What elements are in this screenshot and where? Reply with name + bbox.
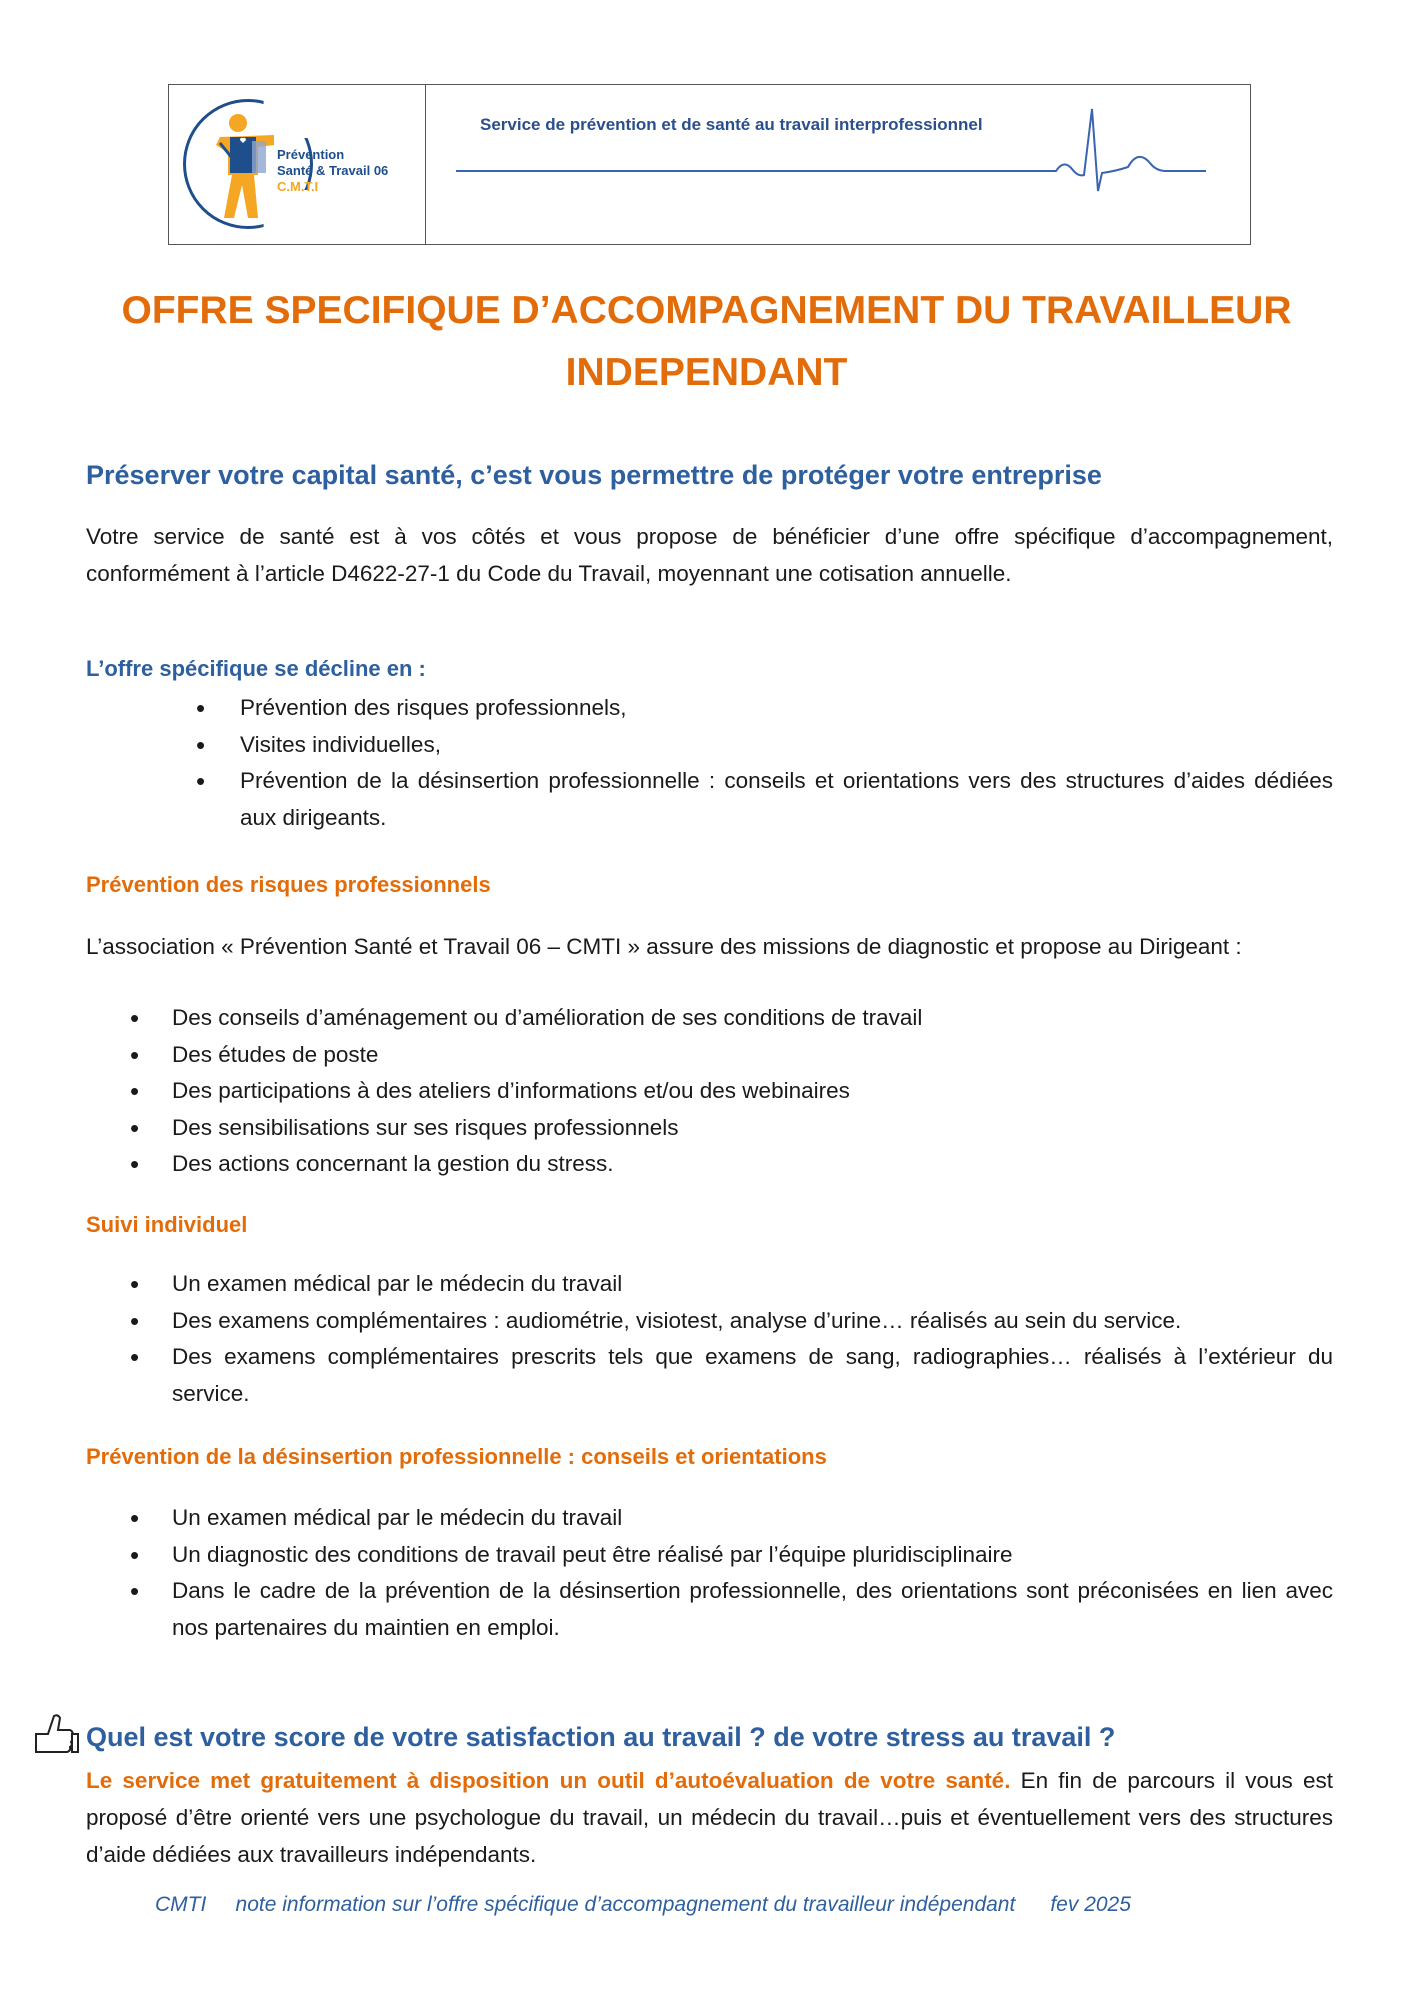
risks-list bbox=[172, 1000, 1333, 1183]
list-item: • Des examens complémentaires prescrits tels que examens de sang, radiographies… réalisés à l’extérieur du service. bbox=[172, 1339, 1333, 1412]
list-item: • Des actions concernant la gestion du stress. bbox=[172, 1146, 1333, 1183]
list-item: • Prévention de la désinsertion professionnelle : conseils et orientations vers des structures d’aides dédiées aux dirigeants. bbox=[240, 763, 1333, 836]
list-item: • Un diagnostic des conditions de travail peut être réalisé par l’équipe pluridisciplinaire bbox=[172, 1537, 1333, 1574]
list-item: • Des sensibilisations sur ses risques professionnels bbox=[172, 1110, 1333, 1147]
thumbs-up-icon bbox=[32, 1712, 82, 1756]
footer-date: fev 2025 bbox=[1050, 1893, 1131, 1916]
footer-note bbox=[155, 1893, 1131, 1917]
logo-text bbox=[277, 147, 388, 195]
logo-line3: C.M.T.I bbox=[277, 179, 319, 194]
score-highlight: Le service met gratuitement à disposition un outil d’autoévaluation de votre santé. bbox=[86, 1768, 1011, 1793]
banner-title: Service de prévention et de santé au travail interprofessionnel bbox=[480, 115, 983, 134]
score-heading: Quel est votre score de votre satisfaction au travail ? de votre stress au travail ? bbox=[86, 1722, 1116, 1752]
list-item: • Des études de poste bbox=[172, 1037, 1333, 1074]
intro-heading: Préserver votre capital santé, c’est vous permettre de protéger votre entreprise bbox=[86, 460, 1102, 490]
list-item: • Des participations à des ateliers d’informations et/ou des webinaires bbox=[172, 1073, 1333, 1110]
list-item: • Des examens complémentaires : audiométrie, visiotest, analyse d’urine… réalisés au sein du service. bbox=[172, 1303, 1333, 1340]
list-item: • Visites individuelles, bbox=[240, 727, 1333, 764]
list-item: • Un examen médical par le médecin du travail bbox=[172, 1266, 1333, 1303]
banner-cell bbox=[426, 85, 1250, 244]
logo-cell bbox=[169, 85, 426, 244]
footer-org: CMTI bbox=[155, 1893, 207, 1916]
risks-heading: Prévention des risques professionnels bbox=[86, 872, 491, 897]
desinsertion-heading: Prévention de la désinsertion professionnelle : conseils et orientations bbox=[86, 1444, 827, 1469]
title-line1: OFFRE SPECIFIQUE D’ACCOMPAGNEMENT DU TRAVAILLEUR bbox=[121, 289, 1292, 332]
risks-paragraph: L’association « Prévention Santé et Travail 06 – CMTI » assure des missions de diagnostic et propose au Dirigeant : bbox=[86, 934, 1242, 959]
logo-line2: Santé & Travail 06 bbox=[277, 163, 389, 178]
list-item: • Dans le cadre de la prévention de la désinsertion professionnelle, des orientations sont préconisées en lien avec nos partenaires du maintien en emploi. bbox=[172, 1573, 1333, 1646]
list-item: • Des conseils d’aménagement ou d’amélioration de ses conditions de travail bbox=[172, 1000, 1333, 1037]
list-item: • Un examen médical par le médecin du travail bbox=[172, 1500, 1333, 1537]
list-item: • Prévention des risques professionnels, bbox=[240, 690, 1333, 727]
document-title bbox=[80, 280, 1333, 404]
title-line2: INDEPENDANT bbox=[565, 351, 848, 394]
followup-heading: Suivi individuel bbox=[86, 1212, 248, 1237]
logo-line1: Prévention bbox=[277, 147, 345, 162]
offer-list bbox=[240, 690, 1333, 836]
score-text: En fin de parcours il vous est proposé d’être orienté vers une psychologue du travail, un médecin du travail…puis et éventuellement vers des structures d’aide dédiées aux travailleurs indépendants. bbox=[86, 1768, 1333, 1867]
intro-paragraph: Votre service de santé est à vos côtés et vous propose de bénéficier d’une offre spécifique d’accompagnement, conformément à l’article D4622-27-1 du Code du Travail, moyennant une cotisation annuelle. bbox=[86, 524, 1333, 586]
footer-text: note information sur l’offre spécifique d’accompagnement du travailleur indépendant bbox=[235, 1893, 1016, 1916]
followup-list bbox=[172, 1266, 1333, 1412]
letterhead bbox=[168, 84, 1251, 245]
offer-heading: L’offre spécifique se décline en : bbox=[86, 656, 426, 681]
score-paragraph bbox=[86, 1762, 1333, 1873]
ecg-heartbeat-icon bbox=[456, 95, 1216, 205]
desinsertion-list bbox=[172, 1500, 1333, 1646]
